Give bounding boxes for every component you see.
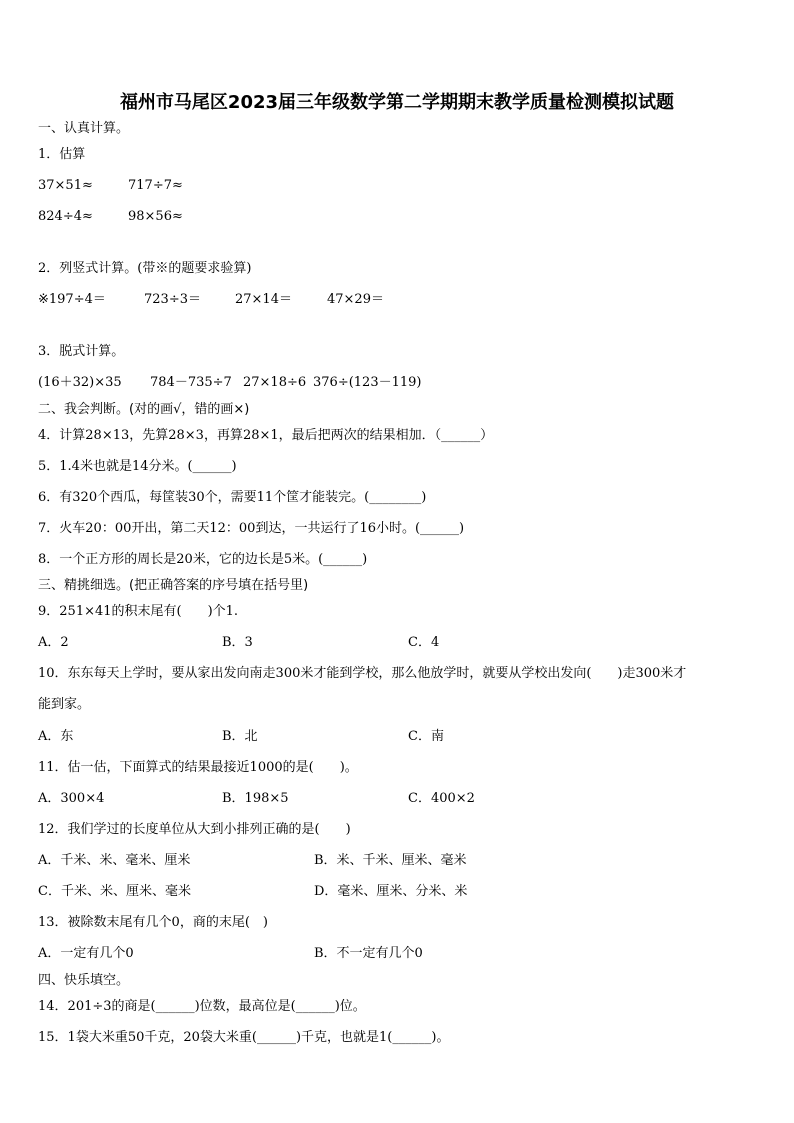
q3-item: 376÷(123－119) — [313, 375, 422, 390]
q6-text: 6．有320个西瓜，每筐装30个，需要11个筐才能装完。(________) — [38, 490, 427, 505]
section-1-heading: 一、认真计算。 — [38, 121, 130, 136]
q8-text: 8．一个正方形的周长是20米，它的边长是5米。(______) — [38, 552, 368, 567]
q13-option: B．不一定有几个0 — [314, 946, 423, 961]
q2-item: 27×14＝ — [235, 292, 292, 307]
q9-option: C．4 — [408, 635, 440, 650]
section-3-heading: 三、精挑细选。(把正确答案的序号填在括号里) — [38, 578, 309, 593]
q3-label: 3．脱式计算。 — [38, 344, 125, 359]
q12-option: B．米、千米、厘米、毫米 — [314, 853, 467, 868]
section-4-heading: 四、快乐填空。 — [38, 973, 130, 988]
q4-text: 4．计算28×13，先算28×3，再算28×1，最后把两次的结果相加．（______） — [38, 428, 494, 443]
q10-option: A．东 — [38, 729, 74, 744]
q14-text: 14．201÷3的商是(______)位数，最高位是(______)位。 — [38, 999, 366, 1014]
q13-stem: 13．被除数末尾有几个0，商的末尾( ) — [38, 915, 268, 930]
q13-option: A．一定有几个0 — [38, 946, 134, 961]
q9-option: A．2 — [38, 635, 69, 650]
q12-stem: 12．我们学过的长度单位从大到小排列正确的是( ) — [38, 822, 351, 837]
q2-item: ※197÷4＝ — [38, 292, 106, 307]
page-title: 福州市马尾区2023届三年级数学第二学期期末教学质量检测模拟试题 — [119, 92, 675, 113]
q12-option: D．毫米、厘米、分米、米 — [314, 884, 468, 899]
q11-option: C．400×2 — [408, 791, 475, 806]
q11-option: B．198×5 — [222, 791, 289, 806]
q5-text: 5．1.4米也就是14分米。(______) — [38, 459, 237, 474]
q7-text: 7．火车20：00开出，第二天12：00到达，一共运行了16小时。(______) — [38, 521, 465, 536]
q10-stem-cont: 能到家。 — [38, 697, 91, 712]
q12-option: C．千米、米、厘米、毫米 — [38, 884, 191, 899]
section-2-heading: 二、我会判断。(对的画√，错的画×) — [38, 402, 250, 417]
q1-item: 98×56≈ — [128, 209, 183, 224]
q10-option: B．北 — [222, 729, 258, 744]
q10-stem: 10．东东每天上学时，要从家出发向南走300米才能到学校，那么他放学时，就要从学校出发向( )走300米才 — [38, 666, 687, 681]
q10-option: C．南 — [408, 729, 444, 744]
q3-item: (16＋32)×35 — [38, 375, 122, 390]
q1-label: 1．估算 — [38, 147, 86, 162]
q1-item: 717÷7≈ — [128, 178, 183, 193]
q9-stem: 9．251×41的积末尾有( )个1. — [38, 604, 239, 619]
q11-option: A．300×4 — [38, 791, 105, 806]
q9-option: B．3 — [222, 635, 253, 650]
q3-item: 784－735÷7 — [150, 375, 232, 390]
q2-label: 2．列竖式计算。(带※的题要求验算) — [38, 261, 252, 276]
q2-item: 47×29＝ — [327, 292, 384, 307]
q1-item: 37×51≈ — [38, 178, 93, 193]
q2-item: 723÷3＝ — [144, 292, 201, 307]
q15-text: 15．1袋大米重50千克，20袋大米重(______)千克，也就是1(______)。 — [38, 1030, 450, 1045]
q3-item: 27×18÷6 — [243, 375, 307, 390]
q12-option: A．千米、米、毫米、厘米 — [38, 853, 191, 868]
q1-item: 824÷4≈ — [38, 209, 93, 224]
q11-stem: 11．估一估，下面算式的结果最接近1000的是( )。 — [38, 760, 358, 775]
